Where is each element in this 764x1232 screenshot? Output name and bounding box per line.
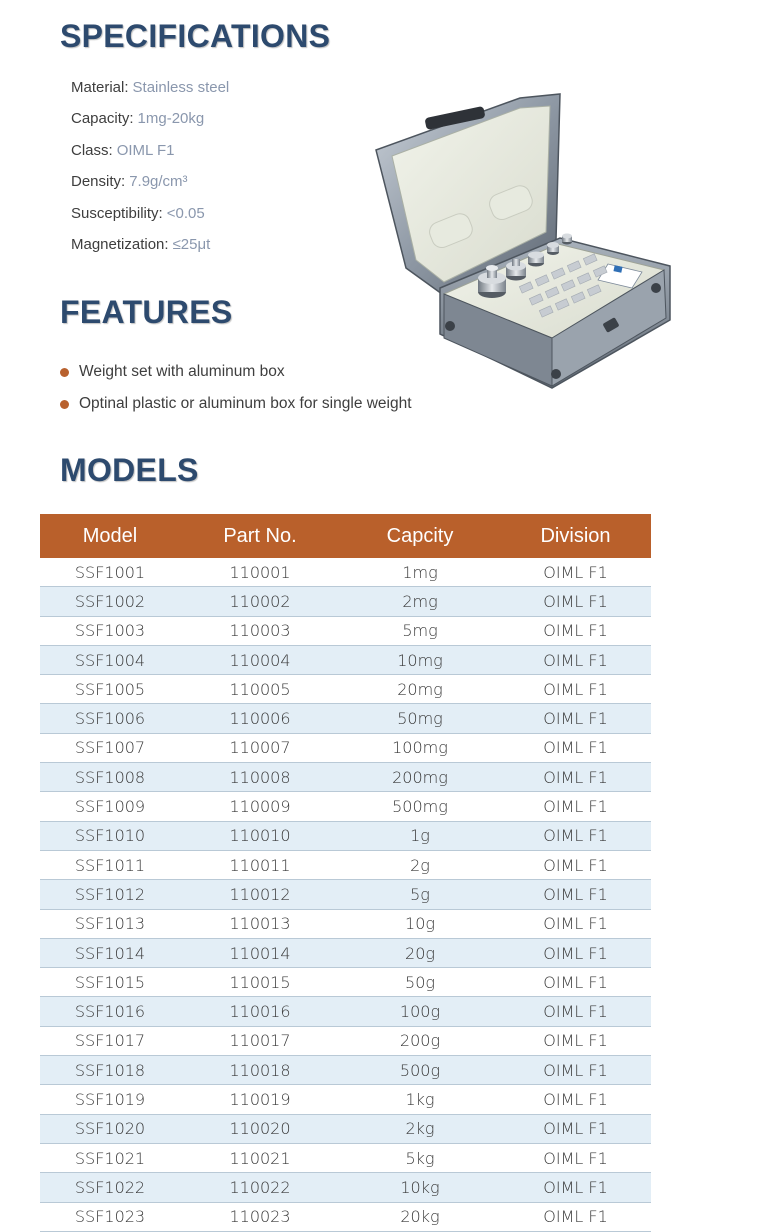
cell-part-no: 110021 bbox=[180, 1143, 340, 1172]
cell-part-no: 110011 bbox=[180, 850, 340, 879]
table-row bbox=[40, 1056, 651, 1085]
table-row bbox=[40, 1026, 651, 1055]
table-row bbox=[40, 645, 651, 674]
cell-division: OIML F1 bbox=[500, 1056, 651, 1085]
cell-model: SSF1017 bbox=[40, 1026, 180, 1055]
cell-part-no: 110012 bbox=[180, 880, 340, 909]
models-table bbox=[40, 514, 651, 1232]
cell-model: SSF1005 bbox=[40, 675, 180, 704]
cell-division: OIML F1 bbox=[500, 616, 651, 645]
cell-part-no: 110022 bbox=[180, 1173, 340, 1202]
cell-model: SSF1022 bbox=[40, 1173, 180, 1202]
cell-model: SSF1006 bbox=[40, 704, 180, 733]
cell-part-no: 110001 bbox=[180, 558, 340, 587]
cell-part-no: 110003 bbox=[180, 616, 340, 645]
spec-row bbox=[71, 202, 229, 233]
cell-capacity: 5mg bbox=[340, 616, 500, 645]
spec-row bbox=[71, 170, 229, 201]
bullet-dot-icon bbox=[60, 400, 69, 409]
cell-model: SSF1001 bbox=[40, 558, 180, 587]
table-row bbox=[40, 675, 651, 704]
cell-model: SSF1010 bbox=[40, 821, 180, 850]
table-row bbox=[40, 1173, 651, 1202]
cell-capacity: 100mg bbox=[340, 733, 500, 762]
cell-capacity: 1g bbox=[340, 821, 500, 850]
spec-label: Capacity: bbox=[71, 110, 134, 128]
cell-part-no: 110019 bbox=[180, 1085, 340, 1114]
cell-division: OIML F1 bbox=[500, 645, 651, 674]
cell-capacity: 50mg bbox=[340, 704, 500, 733]
spec-label: Susceptibility: bbox=[71, 204, 163, 222]
specifications-list bbox=[71, 76, 229, 264]
feature-item bbox=[60, 388, 412, 420]
spec-value: <0.05 bbox=[166, 204, 205, 222]
spec-value: Stainless steel bbox=[132, 79, 230, 96]
cell-model: SSF1016 bbox=[40, 997, 180, 1026]
table-row bbox=[40, 850, 651, 879]
cell-part-no: 110008 bbox=[180, 763, 340, 792]
cell-division: OIML F1 bbox=[500, 675, 651, 704]
feature-text: Weight set with aluminum box bbox=[79, 363, 285, 380]
cell-part-no: 110007 bbox=[180, 733, 340, 762]
cell-division: OIML F1 bbox=[500, 1085, 651, 1114]
spec-label: Magnetization: bbox=[71, 235, 169, 253]
cell-model: SSF1021 bbox=[40, 1143, 180, 1172]
spec-row bbox=[71, 139, 229, 170]
cell-capacity: 500mg bbox=[340, 792, 500, 821]
table-row bbox=[40, 880, 651, 909]
cell-model: SSF1008 bbox=[40, 763, 180, 792]
cell-part-no: 110006 bbox=[180, 704, 340, 733]
cell-part-no: 110018 bbox=[180, 1056, 340, 1085]
cell-division: OIML F1 bbox=[500, 968, 651, 997]
cell-division: OIML F1 bbox=[500, 938, 651, 967]
cell-part-no: 110004 bbox=[180, 645, 340, 674]
table-row bbox=[40, 938, 651, 967]
cell-part-no: 110023 bbox=[180, 1202, 340, 1231]
table-row bbox=[40, 616, 651, 645]
spec-value: OIML F1 bbox=[116, 141, 175, 159]
cell-capacity: 10kg bbox=[340, 1173, 500, 1202]
weight-set-case-image bbox=[370, 88, 680, 393]
cell-capacity: 500g bbox=[340, 1056, 500, 1085]
specifications-heading: SPECIFICATIONS bbox=[60, 18, 331, 54]
cell-part-no: 110010 bbox=[180, 821, 340, 850]
cell-model: SSF1020 bbox=[40, 1114, 180, 1143]
cell-division: OIML F1 bbox=[500, 1143, 651, 1172]
feature-text: Optinal plastic or aluminum box for single weight bbox=[79, 395, 412, 412]
feature-item bbox=[60, 356, 412, 388]
table-row bbox=[40, 1143, 651, 1172]
cell-part-no: 110015 bbox=[180, 968, 340, 997]
cell-model: SSF1013 bbox=[40, 909, 180, 938]
column-header-model: Model bbox=[40, 514, 180, 558]
cell-part-no: 110002 bbox=[180, 587, 340, 616]
cell-model: SSF1009 bbox=[40, 792, 180, 821]
spec-label: Material: bbox=[71, 79, 129, 96]
cell-part-no: 110020 bbox=[180, 1114, 340, 1143]
table-row bbox=[40, 997, 651, 1026]
table-row bbox=[40, 704, 651, 733]
cell-capacity: 2g bbox=[340, 850, 500, 879]
cell-model: SSF1019 bbox=[40, 1085, 180, 1114]
cell-part-no: 110013 bbox=[180, 909, 340, 938]
aluminum-weight-case-icon bbox=[370, 88, 680, 393]
cell-division: OIML F1 bbox=[500, 1173, 651, 1202]
cell-model: SSF1023 bbox=[40, 1202, 180, 1231]
column-header-division: Division bbox=[500, 514, 651, 558]
cell-capacity: 5kg bbox=[340, 1143, 500, 1172]
table-row bbox=[40, 1114, 651, 1143]
cell-division: OIML F1 bbox=[500, 1114, 651, 1143]
cell-part-no: 110005 bbox=[180, 675, 340, 704]
cell-division: OIML F1 bbox=[500, 850, 651, 879]
table-header-row bbox=[40, 514, 651, 558]
table-row bbox=[40, 792, 651, 821]
spec-value: 1mg-20kg bbox=[137, 110, 205, 128]
cell-division: OIML F1 bbox=[500, 558, 651, 587]
table-row bbox=[40, 1202, 651, 1231]
cell-capacity: 200g bbox=[340, 1026, 500, 1055]
column-header-part-no: Part No. bbox=[180, 514, 340, 558]
cell-model: SSF1004 bbox=[40, 645, 180, 674]
features-list bbox=[60, 356, 412, 420]
cell-division: OIML F1 bbox=[500, 909, 651, 938]
cell-model: SSF1002 bbox=[40, 587, 180, 616]
cell-model: SSF1014 bbox=[40, 938, 180, 967]
spec-row bbox=[71, 76, 229, 107]
spec-row bbox=[71, 233, 229, 264]
cell-capacity: 2mg bbox=[340, 587, 500, 616]
cell-division: OIML F1 bbox=[500, 1202, 651, 1231]
cell-part-no: 110016 bbox=[180, 997, 340, 1026]
cell-model: SSF1015 bbox=[40, 968, 180, 997]
cell-division: OIML F1 bbox=[500, 704, 651, 733]
cell-capacity: 10mg bbox=[340, 645, 500, 674]
table-row bbox=[40, 733, 651, 762]
cell-division: OIML F1 bbox=[500, 997, 651, 1026]
table-row bbox=[40, 1085, 651, 1114]
spec-value: 7.9g/cm³ bbox=[129, 173, 188, 191]
cell-capacity: 20kg bbox=[340, 1202, 500, 1231]
features-heading: FEATURES bbox=[60, 294, 233, 330]
cell-part-no: 110009 bbox=[180, 792, 340, 821]
column-header-capacity: Capcity bbox=[340, 514, 500, 558]
cell-division: OIML F1 bbox=[500, 763, 651, 792]
table-row bbox=[40, 909, 651, 938]
cell-model: SSF1003 bbox=[40, 616, 180, 645]
cell-division: OIML F1 bbox=[500, 733, 651, 762]
bullet-dot-icon bbox=[60, 368, 69, 377]
cell-division: OIML F1 bbox=[500, 792, 651, 821]
cell-part-no: 110017 bbox=[180, 1026, 340, 1055]
cell-capacity: 10g bbox=[340, 909, 500, 938]
spec-row bbox=[71, 107, 229, 138]
cell-model: SSF1007 bbox=[40, 733, 180, 762]
table-row bbox=[40, 821, 651, 850]
models-table-body bbox=[40, 558, 651, 1231]
cell-division: OIML F1 bbox=[500, 1026, 651, 1055]
cell-division: OIML F1 bbox=[500, 821, 651, 850]
cell-capacity: 1mg bbox=[340, 558, 500, 587]
table-row bbox=[40, 763, 651, 792]
cell-capacity: 200mg bbox=[340, 763, 500, 792]
table-row bbox=[40, 968, 651, 997]
cell-capacity: 50g bbox=[340, 968, 500, 997]
cell-capacity: 5g bbox=[340, 880, 500, 909]
cell-model: SSF1018 bbox=[40, 1056, 180, 1085]
spec-label: Class: bbox=[71, 141, 113, 159]
cell-model: SSF1011 bbox=[40, 850, 180, 879]
cell-capacity: 2kg bbox=[340, 1114, 500, 1143]
cell-capacity: 100g bbox=[340, 997, 500, 1026]
cell-division: OIML F1 bbox=[500, 880, 651, 909]
spec-value: ≤25μt bbox=[172, 235, 211, 253]
cell-capacity: 20g bbox=[340, 938, 500, 967]
cell-capacity: 1kg bbox=[340, 1085, 500, 1114]
cell-model: SSF1012 bbox=[40, 880, 180, 909]
table-row bbox=[40, 587, 651, 616]
models-heading: MODELS bbox=[60, 452, 199, 488]
cell-division: OIML F1 bbox=[500, 587, 651, 616]
cell-part-no: 110014 bbox=[180, 938, 340, 967]
table-row bbox=[40, 558, 651, 587]
spec-label: Density: bbox=[71, 173, 126, 191]
cell-capacity: 20mg bbox=[340, 675, 500, 704]
